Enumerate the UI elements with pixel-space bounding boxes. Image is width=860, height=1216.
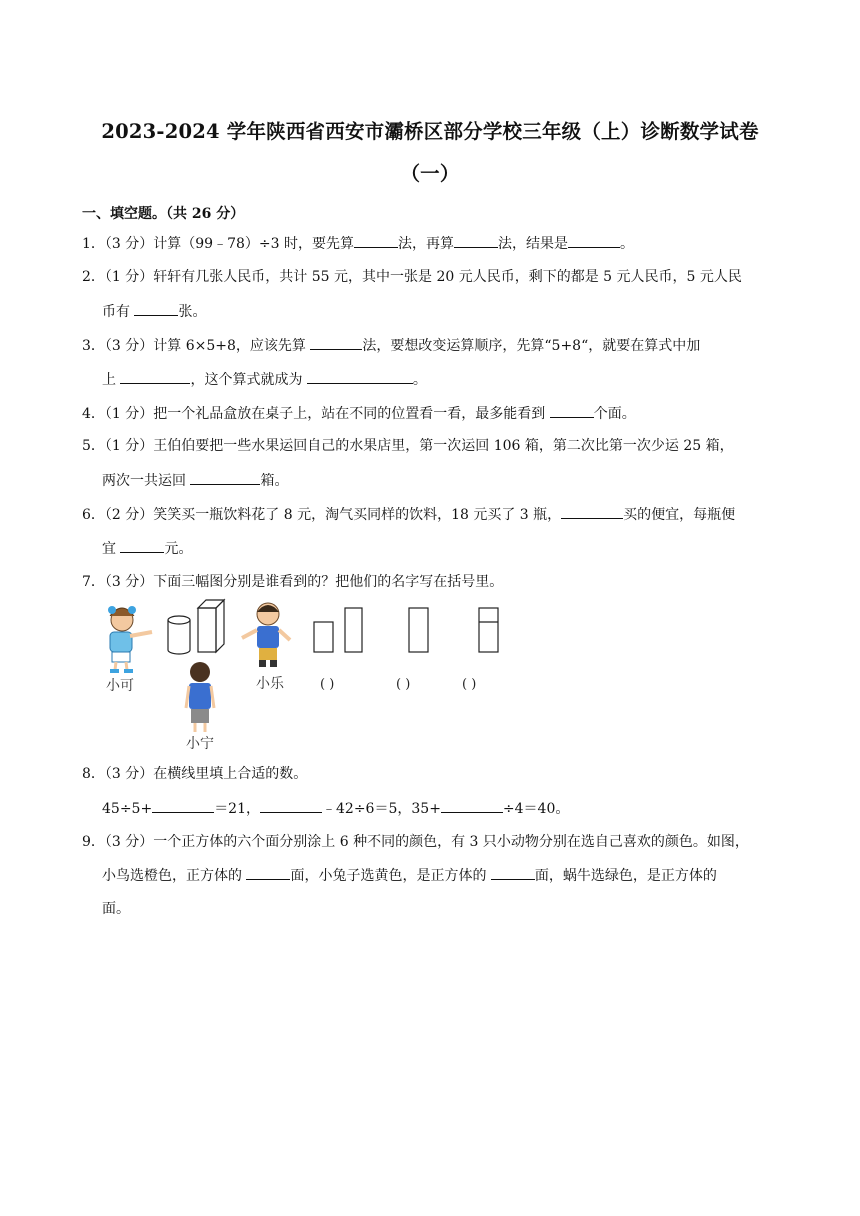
question-text: 面，蜗牛选绿色，是正方体的 xyxy=(534,868,717,884)
question-7 xyxy=(82,573,503,591)
question-6 xyxy=(82,505,735,524)
question-number: 4． xyxy=(82,406,105,422)
question-text: （1 分）王伯伯要把一些水果运回自己的水果店里，第一次运回 106 箱，第二次比第一次少运 25 箱， xyxy=(104,438,734,454)
question-text: ﹣42÷6＝5，35+ xyxy=(322,801,441,817)
question-number: 3． xyxy=(82,338,105,354)
question-text: 法，再算 xyxy=(398,236,454,252)
boy-illustration xyxy=(242,603,290,667)
question-text: 法，结果是 xyxy=(498,236,568,252)
question-text: 法，要想改变运算顺序，先算“5+8“，就要在算式中加 xyxy=(362,338,701,354)
girl-illustration xyxy=(108,606,152,673)
question-text: （3 分）计算 6×5+8，应该先算 xyxy=(104,338,311,354)
question-text: 面，小兔子选黄色，是正方体的 xyxy=(290,868,491,884)
question-text: ÷4＝40。 xyxy=(502,801,570,817)
answer-blank[interactable] xyxy=(120,370,190,384)
cuboid-shape xyxy=(198,600,224,652)
question-number: 6． xyxy=(82,507,105,523)
cylinder-shape xyxy=(168,616,190,654)
question-3 xyxy=(82,336,700,355)
question-text: （3 分）计算（99﹣78）÷3 时，要先算 xyxy=(104,236,354,252)
question-text: 上 xyxy=(102,372,121,388)
question-1 xyxy=(82,234,634,253)
question-text: 45÷5+ xyxy=(102,801,153,817)
question-8-cont xyxy=(102,799,569,818)
question-6-cont xyxy=(102,539,192,558)
answer-blank[interactable] xyxy=(561,505,623,519)
question-text: 个面。 xyxy=(593,406,636,422)
answer-blank[interactable] xyxy=(491,866,535,880)
question-9 xyxy=(82,833,749,851)
boy-back-illustration xyxy=(186,662,214,732)
views-figure xyxy=(100,596,514,754)
question-5-cont xyxy=(102,471,288,490)
question-text: 小鸟选橙色，正方体的 xyxy=(102,868,247,884)
question-text: （2 分）笑笑买一瓶饮料花了 8 元，淘气买同样的饮料，18 元买了 3 瓶， xyxy=(104,507,562,523)
answer-blank[interactable] xyxy=(441,799,503,813)
question-text: （3 分）在横线里填上合适的数。 xyxy=(104,766,308,782)
answer-blank[interactable] xyxy=(246,866,290,880)
question-number: 7． xyxy=(82,574,105,590)
answer-blank[interactable] xyxy=(120,539,164,553)
question-number: 5． xyxy=(82,438,105,454)
question-9-cont2 xyxy=(102,900,130,918)
question-number: 2． xyxy=(82,269,105,285)
question-text: 两次一共运回 xyxy=(102,473,191,489)
answer-blank[interactable] xyxy=(134,302,178,316)
exam-title-line2: （一） xyxy=(400,162,460,185)
question-9-cont xyxy=(102,866,717,885)
question-3-cont xyxy=(102,370,427,389)
exam-title: 2023-2024 学年陕西省西安市灞桥区部分学校三年级（上）诊断数学试卷 xyxy=(101,120,759,143)
answer-parens[interactable]: ( ) xyxy=(396,677,411,692)
answer-blank[interactable] xyxy=(190,471,260,485)
question-number: 1． xyxy=(82,236,105,252)
question-text: 币有 xyxy=(102,304,135,320)
question-text: 元。 xyxy=(164,541,193,557)
question-2 xyxy=(82,268,742,286)
question-8 xyxy=(82,765,307,783)
question-text: ＝21， xyxy=(214,801,261,817)
question-2-cont xyxy=(102,302,206,321)
answer-parens[interactable]: ( ) xyxy=(462,677,477,692)
answer-blank[interactable] xyxy=(550,404,594,418)
name-label: 小可 xyxy=(106,678,134,694)
answer-blank[interactable] xyxy=(260,799,322,813)
question-text: 。 xyxy=(620,236,634,252)
name-label: 小宁 xyxy=(186,736,214,752)
question-number: 9． xyxy=(82,834,105,850)
question-text: 箱。 xyxy=(260,473,289,489)
answer-blank[interactable] xyxy=(307,370,413,384)
answer-parens[interactable]: ( ) xyxy=(320,677,335,692)
question-text: 买的便宜，每瓶便 xyxy=(623,507,736,523)
view-3 xyxy=(479,608,498,652)
question-text: （3 分）下面三幅图分别是谁看到的？把他们的名字写在括号里。 xyxy=(104,574,504,590)
question-text: （3 分）一个正方体的六个面分别涂上 6 种不同的颜色，有 3 只小动物分别在选自己喜欢的颜色。如图， xyxy=(104,834,749,850)
view-2 xyxy=(409,608,428,652)
view-1 xyxy=(314,608,362,652)
question-text: （1 分）轩轩有几张人民币，共计 55 元，其中一张是 20 元人民币，剩下的都是 5 元人民币，5 元人民 xyxy=(104,269,742,285)
question-text: （1 分）把一个礼品盒放在桌子上，站在不同的位置看一看，最多能看到 xyxy=(104,406,550,422)
question-5 xyxy=(82,437,734,455)
question-text: 张。 xyxy=(178,304,207,320)
answer-blank[interactable] xyxy=(152,799,214,813)
question-text: 面。 xyxy=(102,901,130,917)
question-4 xyxy=(82,404,636,423)
answer-blank[interactable] xyxy=(354,234,398,248)
answer-blank[interactable] xyxy=(568,234,620,248)
question-text: ，这个算式就成为 xyxy=(190,372,307,388)
name-label: 小乐 xyxy=(256,676,284,692)
question-text: 。 xyxy=(412,372,427,388)
question-text: 宜 xyxy=(102,541,121,557)
section-heading: 一、填空题。（共 26 分） xyxy=(82,206,245,222)
question-number: 8． xyxy=(82,766,105,782)
answer-blank[interactable] xyxy=(454,234,498,248)
answer-blank[interactable] xyxy=(310,336,362,350)
